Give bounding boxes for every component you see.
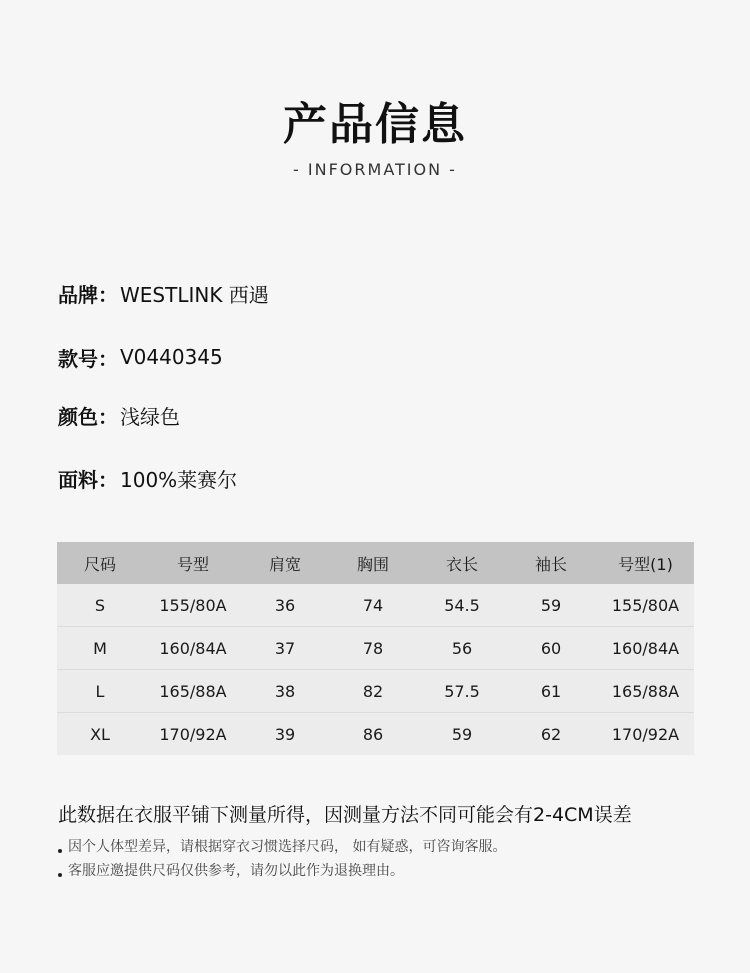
table-cell: 82 [327,670,419,713]
table-cell: 86 [327,713,419,756]
info-row-brand [58,278,269,308]
table-cell: 155/80A [611,595,680,615]
column-header: 肩宽 [268,554,301,574]
table-cell: 160/84A [597,627,694,670]
table-cell: 62 [505,713,597,756]
info-row-fabric [58,463,237,493]
table-cell: 170/92A [143,713,243,756]
note-text: 因个人体型差异，请根据穿衣习惯选择尺码， 如有疑惑，可咨询客服。 [68,839,507,855]
page-title: 产品信息 [283,99,467,150]
code-label: 款号： [58,346,118,371]
note-item [58,860,404,880]
table-cell: 160/84A [143,627,243,670]
column-header: 胸围 [356,554,389,574]
table-cell: XL [57,713,143,756]
page-subtitle: - INFORMATION - [293,160,457,179]
table-cell: M [57,627,143,670]
column-header: 号型 [176,554,209,574]
bullet-icon [58,849,62,853]
brand-value: WESTLINK 西遇 [120,282,269,307]
color-value: 浅绿色 [120,404,180,429]
table-cell: 38 [243,670,327,713]
table-cell: 60 [505,627,597,670]
table-cell: 165/88A [143,670,243,713]
table-cell: 54.5 [444,595,480,615]
table-cell: 39 [243,713,327,756]
color-label: 颜色： [58,404,118,429]
fabric-value: 100%莱赛尔 [120,467,238,492]
table-header-row [57,542,694,584]
column-header: 尺码 [83,554,116,574]
column-header: 袖长 [534,554,567,574]
table-cell: 165/88A [597,670,694,713]
note-text: 客服应邀提供尺码仅供参考，请勿以此作为退换理由。 [68,863,404,879]
note-item [58,836,506,856]
fabric-label: 面料： [58,467,118,492]
column-header: 衣长 [445,554,478,574]
table-cell: 57.5 [419,670,505,713]
table-cell: 59 [540,595,562,615]
table-cell: 74 [362,595,384,615]
code-value: V0440345 [120,345,223,369]
table-cell: S [94,595,106,615]
info-row-color [58,400,180,430]
table-row [57,584,694,627]
brand-label: 品牌： [58,282,118,307]
table-cell: 78 [327,627,419,670]
bullet-icon [58,873,62,877]
table-cell: 36 [274,595,296,615]
table-cell: 155/80A [159,595,227,615]
table-row [57,627,694,670]
measurement-note-title: 此数据在衣服平铺下测量所得，因测量方法不同可能会有2-4CM误差 [58,804,632,826]
table-cell: 59 [419,713,505,756]
table-cell: 56 [419,627,505,670]
info-row-code [58,342,223,372]
table-cell: 37 [243,627,327,670]
column-header: 号型(1) [618,554,673,574]
table-row [57,670,694,713]
table-cell: 61 [505,670,597,713]
table-cell: L [57,670,143,713]
size-table [57,542,694,755]
table-cell: 170/92A [597,713,694,756]
table-row [57,713,694,756]
